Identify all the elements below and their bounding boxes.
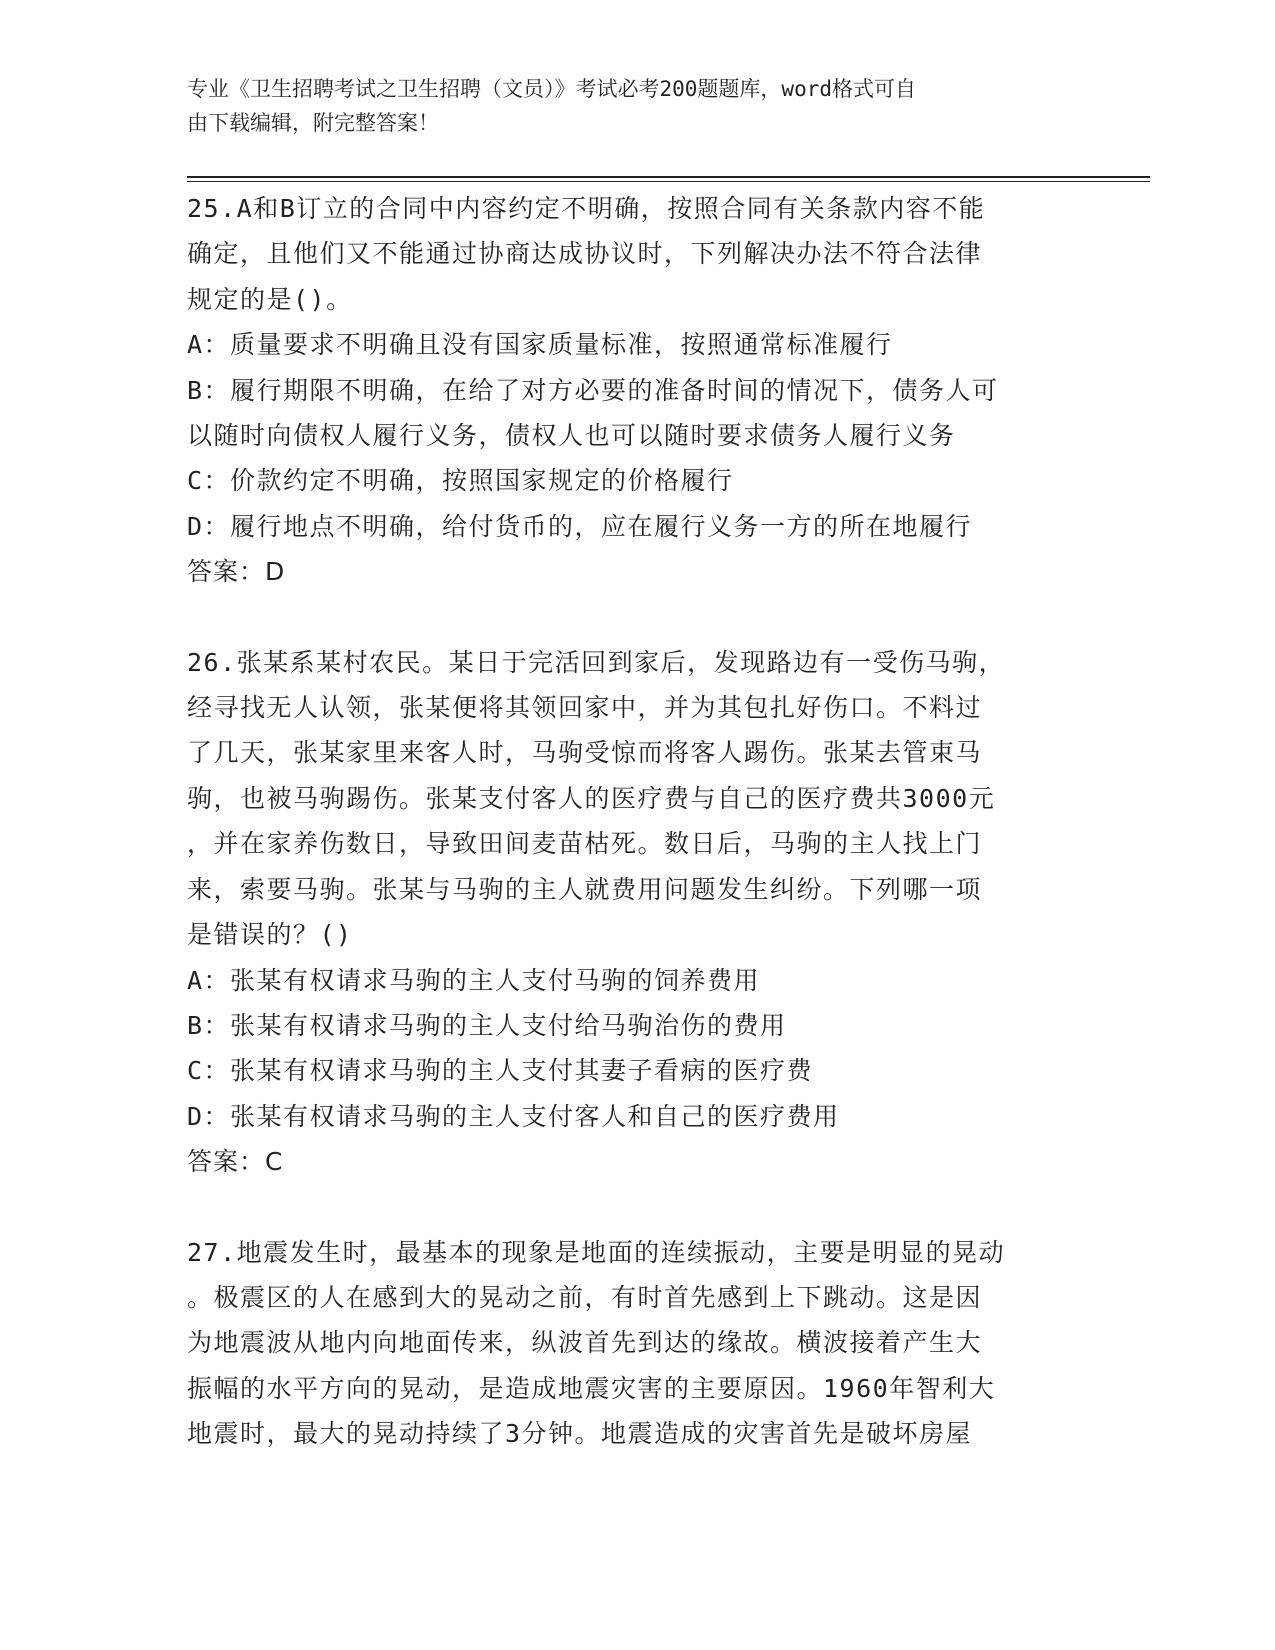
question-stem-line: 确定，且他们又不能通过协商达成协议时，下列解决办法不符合法律 <box>187 239 983 269</box>
option-line: B：张某有权请求马驹的主人支付给马驹治伤的费用 <box>187 1010 787 1040</box>
option-line: A：张某有权请求马驹的主人支付马驹的饲养费用 <box>187 965 761 995</box>
option-line: 以随时向债权人履行义务，债权人也可以随时要求债务人履行义务 <box>187 421 956 451</box>
questions-content <box>187 186 1087 1457</box>
option-line: B：履行期限不明确，在给了对方必要的准备时间的情况下，债务人可 <box>187 375 999 405</box>
answer-label: 答案：D <box>187 557 286 587</box>
question-stem-line: 27.地震发生时，最基本的现象是地面的连续振动，主要是明显的晃动 <box>187 1237 1006 1267</box>
question-stem-line: 了几天，张某家里来客人时，马驹受惊而将客人踢伤。张某去管束马 <box>187 738 983 768</box>
question-27 <box>187 1230 1087 1457</box>
page-header <box>187 72 1067 140</box>
question-stem-line: 25.A和B订立的合同中内容约定不明确，按照合同有关条款内容不能 <box>187 194 986 223</box>
answer-label: 答案：C <box>187 1147 284 1177</box>
header-divider-thin <box>187 181 1150 182</box>
header-line-1: 专业《卫生招聘考试之卫生招聘（文员）》考试必考200题题库，word格式可自 <box>187 77 916 101</box>
question-stem-line: 26.张某系某村农民。某日于完活回到家后，发现路边有一受伤马驹， <box>187 647 1006 677</box>
question-26 <box>187 640 1087 1185</box>
question-stem-line: 规定的是()。 <box>187 284 353 314</box>
option-line: A：质量要求不明确且没有国家质量标准，按照通常标准履行 <box>187 330 893 360</box>
question-stem-line: 振幅的水平方向的晃动，是造成地震灾害的主要原因。1960年智利大 <box>187 1373 996 1403</box>
header-line-2: 由下载编辑，附完整答案！ <box>187 111 439 135</box>
question-spacer <box>187 1185 1087 1230</box>
option-line: C：张某有权请求马驹的主人支付其妻子看病的医疗费 <box>187 1056 814 1086</box>
question-stem-line: 驹，也被马驹踢伤。张某支付客人的医疗费与自己的医疗费共3000元 <box>187 783 996 813</box>
question-25 <box>187 186 1087 595</box>
question-stem-line: 为地震波从地内向地面传来，纵波首先到达的缘故。横波接着产生大 <box>187 1328 983 1358</box>
question-stem-line: 来，索要马驹。张某与马驹的主人就费用问题发生纠纷。下列哪一项 <box>187 874 983 904</box>
question-spacer <box>187 595 1087 640</box>
header-divider-thick <box>187 176 1150 178</box>
question-stem-line: 地震时，最大的晃动持续了3分钟。地震造成的灾害首先是破坏房屋 <box>187 1419 973 1449</box>
question-stem-line: 是错误的？() <box>187 920 353 950</box>
option-line: D：履行地点不明确，给付货币的，应在履行义务一方的所在地履行 <box>187 511 973 541</box>
option-line: C：价款约定不明确，按照国家规定的价格履行 <box>187 466 734 496</box>
option-line: D：张某有权请求马驹的主人支付客人和自己的医疗费用 <box>187 1101 840 1131</box>
question-stem-line: ，并在家养伤数日，导致田间麦苗枯死。数日后，马驹的主人找上门 <box>187 829 983 859</box>
question-stem-line: 经寻找无人认领，张某便将其领回家中，并为其包扎好伤口。不料过 <box>187 693 983 723</box>
question-stem-line: 。极震区的人在感到大的晃动之前，有时首先感到上下跳动。这是因 <box>187 1282 983 1312</box>
